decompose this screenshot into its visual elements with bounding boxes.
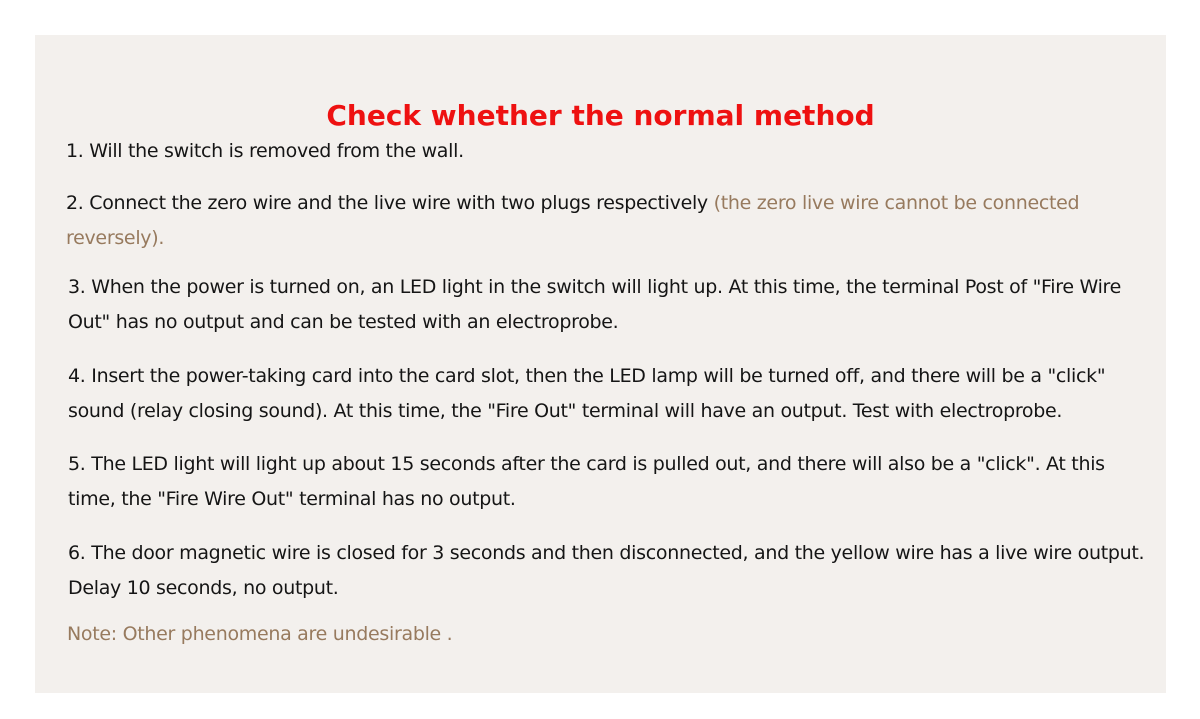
page-title: Check whether the normal method bbox=[326, 99, 875, 132]
step-3-text: 3. When the power is turned on, an LED light in the switch will light up. At this time, the terminal Post of "Fire Wire Out" has no output and can be tested with an electroprobe. bbox=[68, 276, 1122, 333]
step-6-text: 6. The door magnetic wire is closed for 3 seconds and then disconnected, and the yellow wire has a live wire output. Delay 10 seconds, no output. bbox=[68, 542, 1145, 599]
content-panel bbox=[35, 35, 1166, 693]
note-text: Note: Other phenomena are undesirable . bbox=[67, 623, 453, 645]
step-2-text: 2. Connect the zero wire and the live wire with two plugs respectively bbox=[66, 192, 714, 214]
step-5-text: 5. The LED light will light up about 15 seconds after the card is pulled out, and there will also be a "click". At this time, the "Fire Wire Out" terminal has no output. bbox=[68, 453, 1105, 510]
step-2-note: (the zero live wire cannot be connected reversely). bbox=[66, 192, 1080, 249]
step-1 bbox=[66, 134, 1146, 169]
step-3 bbox=[68, 270, 1148, 340]
step-2 bbox=[66, 186, 1146, 256]
step-1-text: 1. Will the switch is removed from the wall. bbox=[66, 140, 464, 162]
step-4-text: 4. Insert the power-taking card into the card slot, then the LED lamp will be turned off, and there will be a "click" sound (relay closing sound). At this time, the "Fire Out" terminal will have an output. Test with electroprobe. bbox=[68, 365, 1106, 422]
step-5 bbox=[68, 447, 1148, 517]
step-4 bbox=[68, 359, 1148, 429]
step-6 bbox=[68, 536, 1148, 606]
